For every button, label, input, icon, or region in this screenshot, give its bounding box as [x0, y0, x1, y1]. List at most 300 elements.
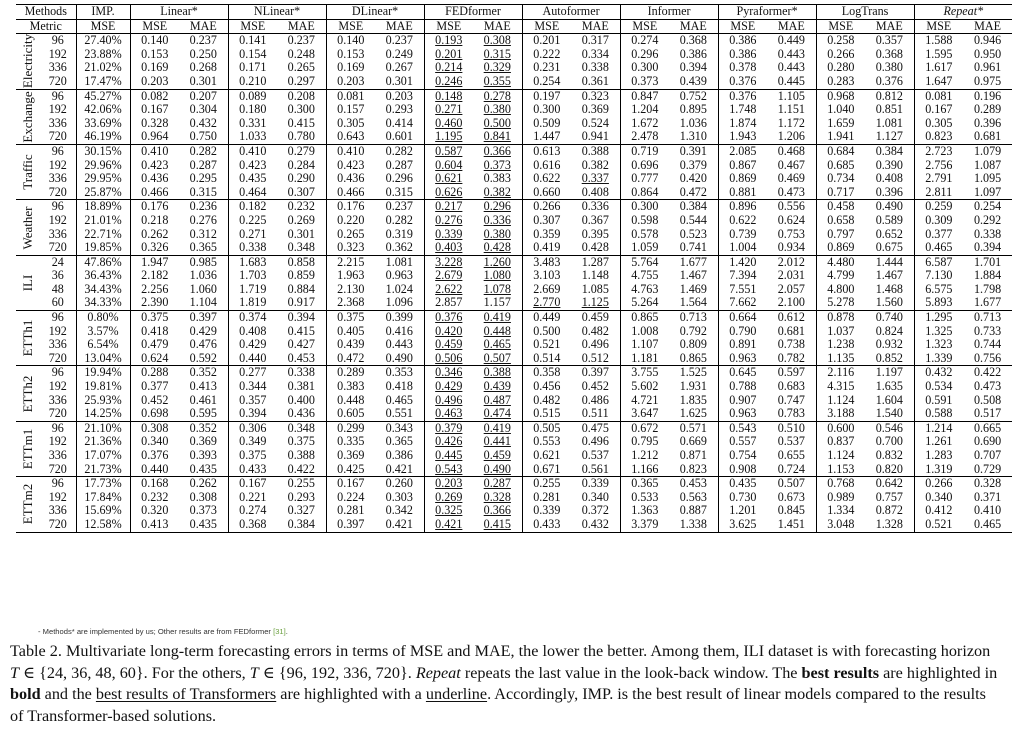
- value-cell: 2.811: [914, 186, 963, 200]
- value-cell: 0.308: [189, 490, 217, 504]
- value-cell: 0.182: [228, 200, 277, 214]
- caption-part-4: repeats the last value in the look-back window. The: [460, 663, 802, 682]
- dataset-label: [16, 311, 40, 366]
- value-cell: 0.371: [973, 490, 1002, 504]
- horizon-cell: 192: [48, 158, 67, 172]
- value-cell: 3.228: [424, 255, 473, 269]
- table-row: [16, 214, 1012, 228]
- horizon-cell: 60: [40, 296, 76, 310]
- value-cell: 0.210: [228, 75, 277, 89]
- value-cell: 1.036: [189, 269, 217, 283]
- value-cell: 0.271: [228, 228, 277, 242]
- value-cell: 0.218: [130, 214, 179, 228]
- value-cell: 0.335: [326, 435, 375, 449]
- value-cell: 0.684: [816, 144, 865, 158]
- value-cell: 0.390: [875, 158, 903, 172]
- metric-mae: MAE: [473, 19, 522, 34]
- value-cell: 0.847: [620, 89, 669, 103]
- value-cell: 0.284: [287, 158, 315, 172]
- value-cell: 0.985: [189, 255, 217, 269]
- value-cell: 0.208: [287, 89, 315, 103]
- value-cell: 0.082: [130, 89, 179, 103]
- dataset-label: [16, 144, 40, 199]
- value-cell: 0.384: [277, 518, 326, 532]
- value-cell: 1.036: [679, 116, 707, 130]
- value-cell: 0.203: [385, 89, 413, 103]
- horizon-cell: 192: [48, 213, 67, 227]
- value-cell: 0.320: [130, 504, 179, 518]
- value-cell: 0.283: [816, 75, 865, 89]
- value-cell: 7.662: [718, 296, 767, 310]
- table-row: [16, 366, 1012, 380]
- horizon-cell: 192: [48, 435, 67, 449]
- value-cell: 0.287: [483, 476, 511, 491]
- value-cell: 0.281: [522, 491, 571, 505]
- value-cell: 0.167: [130, 103, 179, 117]
- value-cell: 0.340: [581, 490, 609, 504]
- value-cell: 1.604: [875, 393, 903, 407]
- value-cell: 0.405: [326, 325, 375, 339]
- value-cell: 0.591: [914, 394, 963, 408]
- value-cell: 0.624: [130, 352, 179, 366]
- value-cell: 0.414: [385, 116, 413, 130]
- horizon-cell: 720: [40, 75, 76, 89]
- value-cell: 0.683: [777, 380, 805, 394]
- value-cell: 1.004: [718, 241, 767, 255]
- improvement-cell: 29.96%: [76, 159, 130, 173]
- value-cell: 0.203: [130, 75, 179, 89]
- value-cell: 0.231: [522, 61, 571, 75]
- value-cell: 0.293: [287, 490, 315, 504]
- value-cell: 0.428: [473, 241, 522, 255]
- value-cell: 1.287: [581, 255, 609, 269]
- improvement-cell: 19.81%: [76, 380, 130, 394]
- value-cell: 2.791: [914, 172, 963, 186]
- value-cell: 0.837: [816, 435, 865, 449]
- value-cell: 1.127: [865, 130, 914, 144]
- value-cell: 0.396: [973, 116, 1002, 130]
- value-cell: 0.463: [424, 407, 473, 421]
- value-cell: 0.203: [326, 75, 375, 89]
- value-cell: 0.578: [620, 228, 669, 242]
- value-cell: 0.274: [620, 34, 669, 48]
- value-cell: 0.506: [424, 352, 473, 366]
- improvement-cell: 19.94%: [76, 366, 130, 380]
- value-cell: 0.373: [483, 158, 511, 172]
- value-cell: 0.373: [189, 504, 217, 518]
- value-cell: 0.395: [581, 227, 609, 241]
- value-cell: 0.308: [130, 421, 179, 435]
- value-cell: 1.079: [973, 144, 1002, 158]
- value-cell: 1.947: [130, 255, 179, 269]
- table-row: [16, 34, 1012, 48]
- value-cell: 0.381: [287, 380, 315, 394]
- improvement-cell: 21.36%: [76, 435, 130, 449]
- improvement-cell: 17.07%: [76, 449, 130, 463]
- value-cell: 0.408: [571, 186, 620, 200]
- value-cell: 0.308: [483, 33, 511, 48]
- method-pyraformer: Pyraformer*: [718, 5, 816, 20]
- value-cell: 0.537: [581, 449, 609, 462]
- value-cell: 1.469: [679, 282, 707, 296]
- caption-repeat: Repeat: [415, 663, 461, 682]
- value-cell: 0.249: [385, 47, 413, 61]
- value-cell: 0.225: [228, 214, 277, 228]
- value-cell: 0.511: [571, 407, 620, 421]
- value-cell: 0.365: [620, 477, 669, 491]
- value-cell: 0.452: [581, 380, 609, 394]
- value-cell: 0.262: [130, 228, 179, 242]
- value-cell: 0.464: [228, 186, 277, 200]
- caption-part-3: ∈ {96, 192, 336, 720}.: [258, 663, 416, 682]
- improvement-cell: 25.87%: [76, 186, 130, 200]
- value-cell: 0.382: [473, 186, 522, 200]
- value-cell: 0.382: [581, 158, 609, 172]
- value-cell: 0.476: [189, 338, 217, 352]
- value-cell: 0.307: [277, 186, 326, 200]
- value-cell: 1.104: [179, 296, 228, 310]
- value-cell: 0.423: [326, 159, 375, 173]
- value-cell: 0.221: [228, 491, 277, 505]
- improvement-cell: 47.86%: [76, 255, 130, 269]
- value-cell: 0.896: [718, 200, 767, 214]
- value-cell: 0.473: [767, 186, 816, 200]
- value-cell: 0.439: [483, 380, 511, 394]
- value-cell: 0.141: [228, 34, 277, 48]
- improvement-cell: 21.01%: [76, 214, 130, 228]
- value-cell: 0.595: [179, 407, 228, 421]
- value-cell: 1.835: [679, 393, 707, 407]
- value-cell: 1.325: [914, 325, 963, 339]
- value-cell: 0.975: [963, 75, 1012, 89]
- value-cell: 0.621: [424, 172, 473, 186]
- value-cell: 1.081: [875, 116, 903, 130]
- value-cell: 0.236: [189, 199, 217, 214]
- value-cell: 0.465: [963, 518, 1012, 532]
- value-cell: 0.757: [875, 490, 903, 504]
- metric-mse: MSE: [522, 19, 571, 34]
- value-cell: 1.310: [669, 130, 718, 144]
- value-cell: 0.881: [718, 186, 767, 200]
- value-cell: 0.254: [522, 75, 571, 89]
- table-row: [16, 103, 1012, 117]
- value-cell: 1.328: [865, 518, 914, 532]
- value-cell: 0.426: [424, 435, 473, 449]
- table-row: [16, 75, 1012, 89]
- value-cell: 0.496: [424, 394, 473, 408]
- value-cell: 0.537: [777, 435, 805, 449]
- value-cell: 0.453: [277, 352, 326, 366]
- value-cell: 0.605: [326, 407, 375, 421]
- value-cell: 0.368: [228, 518, 277, 532]
- table-footnote: [38, 627, 288, 636]
- value-cell: 0.588: [914, 407, 963, 421]
- table-row: [16, 186, 1012, 200]
- value-cell: 0.312: [189, 227, 217, 241]
- horizon-cell: 336: [48, 61, 67, 75]
- improvement-cell: 27.40%: [76, 34, 130, 48]
- value-cell: 0.690: [973, 435, 1002, 449]
- value-cell: 0.383: [483, 172, 511, 186]
- value-cell: 1.334: [816, 504, 865, 518]
- value-cell: 0.432: [914, 366, 963, 380]
- value-cell: 0.598: [620, 214, 669, 228]
- value-cell: 0.445: [424, 449, 473, 463]
- value-cell: 0.788: [718, 380, 767, 394]
- value-cell: 0.621: [522, 449, 571, 463]
- value-cell: 0.508: [973, 393, 1002, 407]
- value-cell: 0.418: [130, 325, 179, 339]
- value-cell: 0.752: [679, 89, 707, 103]
- value-cell: 1.625: [669, 407, 718, 421]
- value-cell: 1.323: [914, 338, 963, 352]
- value-cell: 0.153: [326, 48, 375, 62]
- value-cell: 0.669: [679, 435, 707, 449]
- value-cell: 4.755: [620, 269, 669, 283]
- value-cell: 0.380: [483, 227, 511, 241]
- value-cell: 0.435: [718, 477, 767, 491]
- value-cell: 0.408: [875, 172, 903, 186]
- value-cell: 1.172: [777, 116, 805, 130]
- value-cell: 0.296: [483, 199, 511, 214]
- value-cell: 1.588: [914, 34, 963, 48]
- horizon-cell: 96: [51, 144, 64, 158]
- value-cell: 1.444: [875, 255, 903, 269]
- value-cell: 0.169: [326, 61, 375, 75]
- value-cell: 0.329: [483, 61, 511, 75]
- improvement-cell: 18.89%: [76, 200, 130, 214]
- value-cell: 1.819: [228, 296, 277, 310]
- value-cell: 0.300: [522, 103, 571, 117]
- value-cell: 1.420: [718, 255, 767, 269]
- metric-mse: MSE: [326, 19, 375, 34]
- value-cell: 1.338: [669, 518, 718, 532]
- value-cell: 0.220: [326, 214, 375, 228]
- improvement-cell: 17.84%: [76, 491, 130, 505]
- value-cell: 0.365: [385, 435, 413, 449]
- value-cell: 0.268: [189, 61, 217, 75]
- value-cell: 0.685: [816, 159, 865, 173]
- value-cell: 0.344: [228, 380, 277, 394]
- improvement-cell: 6.54%: [76, 338, 130, 352]
- value-cell: 1.798: [973, 282, 1002, 296]
- footnote-citation[interactable]: [31]: [273, 627, 286, 636]
- value-cell: 0.479: [130, 338, 179, 352]
- value-cell: 0.428: [571, 241, 620, 255]
- metric-header-row: [16, 19, 1012, 34]
- value-cell: 1.447: [522, 130, 571, 144]
- value-cell: 0.461: [189, 393, 217, 407]
- value-cell: 3.048: [816, 518, 865, 532]
- value-cell: 0.250: [189, 47, 217, 61]
- horizon-cell: 96: [51, 199, 64, 214]
- value-cell: 5.893: [914, 296, 963, 310]
- dataset-label: [16, 366, 40, 421]
- value-cell: 1.238: [816, 338, 865, 352]
- horizon-cell: 720: [40, 352, 76, 366]
- value-cell: 1.153: [816, 463, 865, 477]
- value-cell: 0.365: [179, 241, 228, 255]
- value-cell: 0.081: [326, 89, 375, 103]
- improvement-cell: 12.58%: [76, 518, 130, 532]
- value-cell: 0.328: [483, 490, 511, 504]
- value-cell: 0.869: [816, 241, 865, 255]
- value-cell: 0.465: [385, 393, 413, 407]
- value-cell: 0.376: [718, 89, 767, 103]
- value-cell: 0.394: [287, 310, 315, 325]
- value-cell: 1.659: [816, 117, 865, 131]
- value-cell: 0.604: [424, 159, 473, 173]
- dataset-name: Weather: [20, 206, 36, 249]
- value-cell: 1.148: [581, 269, 609, 283]
- value-cell: 2.182: [130, 269, 179, 283]
- value-cell: 0.421: [375, 518, 424, 532]
- dataset-label: [16, 34, 40, 89]
- value-cell: 0.394: [963, 241, 1012, 255]
- value-cell: 0.658: [816, 214, 865, 228]
- horizon-cell: 720: [40, 186, 76, 200]
- value-cell: 0.465: [914, 241, 963, 255]
- caption-part-1: Table 2. Multivariate long-term forecasting errors in terms of MSE and MAE, the lower the better. Among them, ILI dataset is with forecasting horizon: [10, 642, 991, 660]
- table-row: [16, 241, 1012, 255]
- value-cell: 0.435: [179, 518, 228, 532]
- horizon-cell: 336: [48, 393, 67, 407]
- value-cell: 6.587: [914, 255, 963, 269]
- value-cell: 0.895: [679, 103, 707, 117]
- value-cell: 0.858: [287, 255, 315, 269]
- value-cell: 0.277: [228, 366, 277, 380]
- value-cell: 0.300: [620, 61, 669, 75]
- value-cell: 0.419: [483, 310, 511, 325]
- value-cell: 0.299: [326, 421, 375, 435]
- value-cell: 0.081: [914, 89, 963, 103]
- value-cell: 0.397: [326, 518, 375, 532]
- value-cell: 0.534: [914, 380, 963, 394]
- value-cell: 0.941: [571, 130, 620, 144]
- value-cell: 1.931: [679, 380, 707, 394]
- horizon-cell: 96: [51, 33, 64, 48]
- value-cell: 0.420: [424, 325, 473, 339]
- value-cell: 0.841: [473, 130, 522, 144]
- value-cell: 0.466: [130, 186, 179, 200]
- value-cell: 0.362: [375, 241, 424, 255]
- value-cell: 0.167: [326, 477, 375, 491]
- value-cell: 0.315: [375, 186, 424, 200]
- horizon-cell: 36: [51, 269, 64, 283]
- value-cell: 0.665: [973, 421, 1002, 435]
- metric-mse: MSE: [130, 19, 179, 34]
- value-cell: 0.232: [287, 199, 315, 214]
- value-cell: 0.300: [287, 103, 315, 117]
- value-cell: 0.368: [875, 47, 903, 61]
- value-cell: 0.524: [581, 116, 609, 130]
- value-cell: 0.439: [669, 75, 718, 89]
- value-cell: 0.963: [385, 269, 413, 283]
- value-cell: 0.266: [914, 477, 963, 491]
- metric-mae: MAE: [963, 19, 1012, 34]
- method-nlinear: NLinear*: [228, 5, 326, 20]
- value-cell: 4.721: [620, 394, 669, 408]
- horizon-cell: 336: [48, 338, 67, 352]
- improvement-cell: 45.27%: [76, 89, 130, 103]
- value-cell: 2.390: [130, 296, 179, 310]
- value-cell: 0.237: [189, 33, 217, 48]
- value-cell: 0.707: [973, 449, 1002, 462]
- value-cell: 0.361: [571, 75, 620, 89]
- value-cell: 0.282: [189, 144, 217, 158]
- table-row: [16, 518, 1012, 532]
- value-cell: 1.339: [914, 352, 963, 366]
- caption-part-2: ∈ {24, 36, 48, 60}. For the others,: [19, 663, 250, 682]
- table-row: [16, 352, 1012, 366]
- value-cell: 0.415: [287, 324, 315, 338]
- value-cell: 1.451: [767, 518, 816, 532]
- value-cell: 0.681: [777, 324, 805, 338]
- metric-mae: MAE: [571, 19, 620, 34]
- value-cell: 1.204: [620, 103, 669, 117]
- value-cell: 0.441: [483, 435, 511, 449]
- value-cell: 0.375: [326, 311, 375, 325]
- value-cell: 0.237: [385, 33, 413, 48]
- value-cell: 0.768: [816, 477, 865, 491]
- table-row: [16, 89, 1012, 103]
- value-cell: 1.135: [816, 352, 865, 366]
- metric-mae: MAE: [865, 19, 914, 34]
- horizon-cell: 192: [48, 324, 67, 338]
- dataset-label: [16, 477, 40, 532]
- value-cell: 2.622: [424, 283, 473, 297]
- value-cell: 0.622: [718, 214, 767, 228]
- table-row: [16, 200, 1012, 214]
- value-cell: 0.278: [483, 89, 511, 103]
- table-row: [16, 255, 1012, 269]
- value-cell: 0.377: [130, 380, 179, 394]
- value-cell: 0.740: [875, 310, 903, 325]
- value-cell: 0.515: [522, 407, 571, 421]
- value-cell: 1.059: [620, 241, 669, 255]
- value-cell: 0.396: [865, 186, 914, 200]
- value-cell: 0.672: [620, 421, 669, 435]
- value-cell: 0.306: [228, 421, 277, 435]
- value-cell: 0.754: [718, 449, 767, 463]
- caption-var-t-2: T: [249, 663, 259, 682]
- value-cell: 0.543: [424, 463, 473, 477]
- value-cell: 0.418: [385, 380, 413, 394]
- value-cell: 3.103: [522, 269, 571, 283]
- improvement-cell: 0.80%: [76, 311, 130, 325]
- value-cell: 2.130: [326, 283, 375, 297]
- improvement-cell: 25.93%: [76, 394, 130, 408]
- value-cell: 0.394: [228, 407, 277, 421]
- value-cell: 0.443: [385, 338, 413, 352]
- value-cell: 0.448: [483, 324, 511, 338]
- value-cell: 0.349: [228, 435, 277, 449]
- value-cell: 0.375: [130, 311, 179, 325]
- value-cell: 0.380: [483, 103, 511, 117]
- value-cell: 0.397: [581, 365, 609, 380]
- metric-mae: MAE: [277, 19, 326, 34]
- value-cell: 0.420: [679, 172, 707, 186]
- value-cell: 0.439: [326, 338, 375, 352]
- value-cell: 0.410: [973, 504, 1002, 518]
- method-repeat: Repeat*: [914, 5, 1012, 20]
- value-cell: 1.125: [571, 296, 620, 310]
- value-cell: 0.490: [375, 352, 424, 366]
- value-cell: 0.456: [522, 380, 571, 394]
- value-cell: 0.260: [385, 476, 413, 491]
- value-cell: 1.157: [473, 296, 522, 310]
- value-cell: 1.283: [914, 449, 963, 463]
